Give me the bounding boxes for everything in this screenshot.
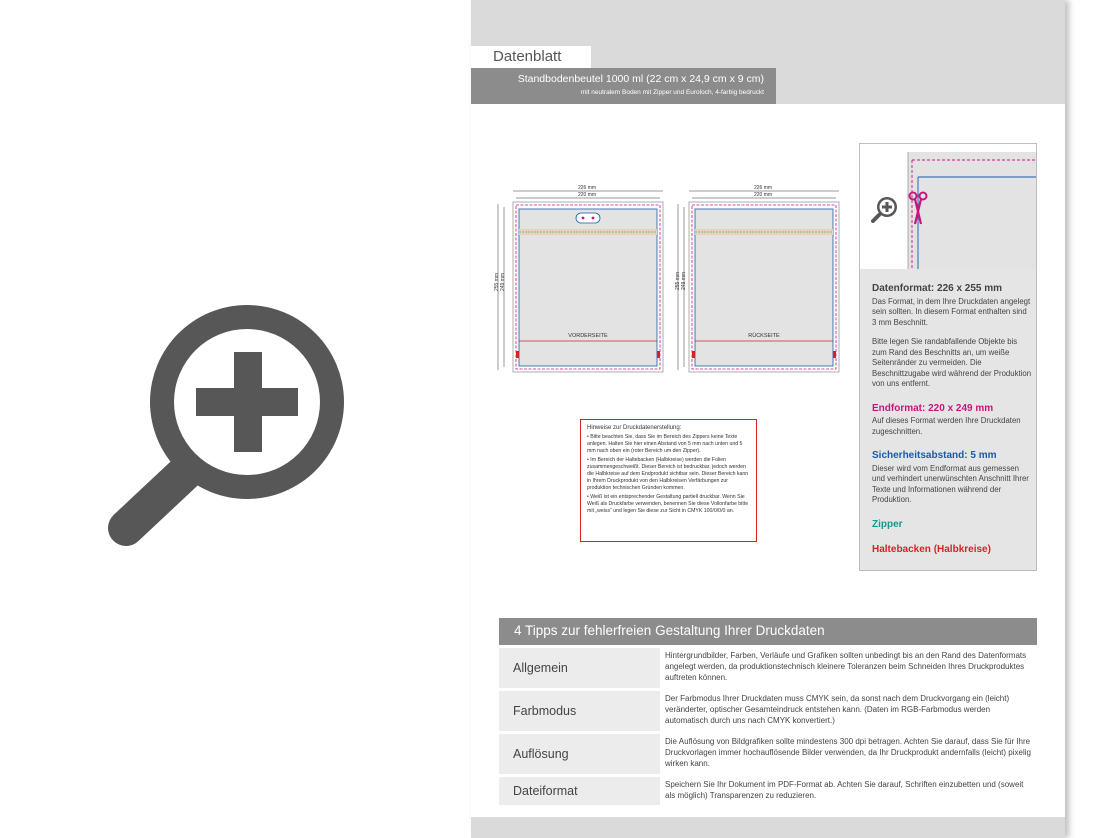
dim-width-outer: 226 mm bbox=[577, 185, 597, 191]
legend-panel bbox=[859, 143, 1037, 571]
footer-band bbox=[471, 817, 1065, 838]
table-row bbox=[499, 648, 1037, 688]
dim-height-inner: 249 mm bbox=[681, 271, 687, 290]
data-format-text: Das Format, in dem Ihre Druckdaten angelegt sein sollten. In diesem Format enthalten sind 3 mm Beschnitt. bbox=[872, 296, 1031, 327]
table-row bbox=[499, 691, 1037, 731]
notes-item: • Weiß ist ein entsprechender Gestaltung partiell druckbar. Wenn Sie Weiß als Druckfarbe verwenden, benennen Sie diese Vollonfarbe bitte mit „weiss“ und legen Sie diese zur Sicht in CMYK 100/0/0/0 an. bbox=[587, 494, 749, 515]
tips-row-label: Allgemein bbox=[513, 661, 568, 675]
product-detail: mit neutralem Boden mit Zipper und Euroloch, 4-farbig bedruckt bbox=[580, 89, 764, 96]
zoom-in-icon[interactable] bbox=[870, 194, 900, 224]
table-row bbox=[499, 777, 1037, 805]
dim-height-outer: 255 mm bbox=[675, 271, 681, 290]
end-format-text: Auf dieses Format werden Ihre Druckdaten zugeschnitten. bbox=[872, 416, 1021, 436]
tips-row-text: Speichern Sie Ihr Dokument im PDF-Format ab. Achten Sie darauf, Schriften einzubetten und (soweit als möglich) Transparenzen zu reduzieren. bbox=[660, 777, 1037, 805]
tips-row-text: Hintergrundbilder, Farben, Verläufe und Grafiken sollten unbedingt bis an den Rand des Datenformats angelegt werden, da produktionstechnisch kleinere Toleranzen beim Schneiden Ihres Druckproduktes auftreten können. bbox=[660, 648, 1037, 688]
dim-width-outer: 226 mm bbox=[753, 185, 773, 191]
dim-height-outer: 255 mm bbox=[494, 272, 500, 291]
legend-preview bbox=[860, 144, 1036, 269]
notes-title: Hinweise zur Druckdatenerstellung: bbox=[587, 425, 682, 431]
notes-item: • Im Bereich der Haltebacken (Halbkreise) werden die Folien zusammengeschweißt. Dieser Bereich ist bedruckbar, jedoch werden die Halbkreise auf dem Endprodukt sichtbar sein. Dieser Bereich kann in Ihrem Druckprodukt von den Halbkreisen Verfärbungen zur produktion technischen Gründen kommen. bbox=[587, 457, 749, 492]
haltebacken-title: Haltebacken (Halbkreise) bbox=[872, 544, 991, 556]
notes-item: • Bitte beachten Sie, dass Sie im Bereich des Zippers keine Texte anlegen. Halten Sie hier einen Abstand von 5 mm nach unten und 5 mm nach oben ein (roter Bereich um den Zipper). bbox=[587, 434, 743, 455]
bag-front-diagram bbox=[493, 180, 669, 376]
bag-side-label: RÜCKSEITE bbox=[748, 333, 780, 339]
tips-table bbox=[499, 618, 1037, 805]
zoom-in-icon[interactable] bbox=[104, 322, 356, 548]
page-title: Datenblatt bbox=[471, 46, 591, 68]
tips-row-label: Auflösung bbox=[513, 747, 569, 761]
legend-text bbox=[872, 278, 1032, 557]
print-notes-box bbox=[580, 419, 757, 542]
safety-distance-text: Dieser wird vom Endformat aus gemessen und verhindert unerwünschten Anschnitt Ihrer Texte und Informationen während der Produktion. bbox=[872, 463, 1029, 505]
tips-row-label: Farbmodus bbox=[513, 704, 577, 718]
scissors-icon bbox=[908, 190, 928, 226]
bag-side-label: VORDERSEITE bbox=[568, 333, 608, 339]
bag-back-diagram bbox=[677, 180, 853, 376]
end-format-title: Endformat: 220 x 249 mm bbox=[872, 402, 994, 414]
data-format-text-2: Bitte legen Sie randabfallende Objekte bis zum Rand des Beschnitts an, um weiße Seitenränder zu vermeiden. Die Beschnittzugabe wird während der Produktion von uns entfernt. bbox=[872, 337, 1032, 389]
table-row bbox=[499, 734, 1037, 774]
datasheet-page bbox=[471, 0, 1065, 838]
zipper-title: Zipper bbox=[872, 518, 903, 530]
tips-row-text: Die Auflösung von Bildgrafiken sollte mindestens 300 dpi betragen. Achten Sie darauf, dass Sie für Ihre Druckvorlagen immer hochauflösende Bilder verwenden, da Ihr Druckprodukt andernfalls (leicht) pixelig wirken kann. bbox=[660, 734, 1037, 774]
data-format-title: Datenformat: 226 x 255 mm bbox=[872, 283, 1003, 294]
product-title: Standbodenbeutel 1000 ml (22 cm x 24,9 cm x 9 cm) bbox=[517, 73, 764, 85]
tips-row-label: Dateiformat bbox=[513, 784, 578, 798]
safety-distance-title: Sicherheitsabstand: 5 mm bbox=[872, 450, 997, 462]
dim-height-inner: 249 mm bbox=[500, 272, 506, 291]
tips-title: 4 Tipps zur fehlerfreien Gestaltung Ihrer Druckdaten bbox=[499, 618, 1037, 645]
dim-width-inner: 220 mm bbox=[577, 192, 597, 198]
tips-row-text: Der Farbmodus Ihrer Druckdaten muss CMYK sein, da sonst nach dem Druckvorgang ein (leicht) veränderter, optischer Gesamteindruck entstehen kann. (Daten im RGB-Farbmodus werden automatisch durch uns nach CMYK konvertiert.) bbox=[660, 691, 1037, 731]
product-bar bbox=[471, 68, 776, 104]
dim-width-inner: 220 mm bbox=[753, 192, 773, 198]
